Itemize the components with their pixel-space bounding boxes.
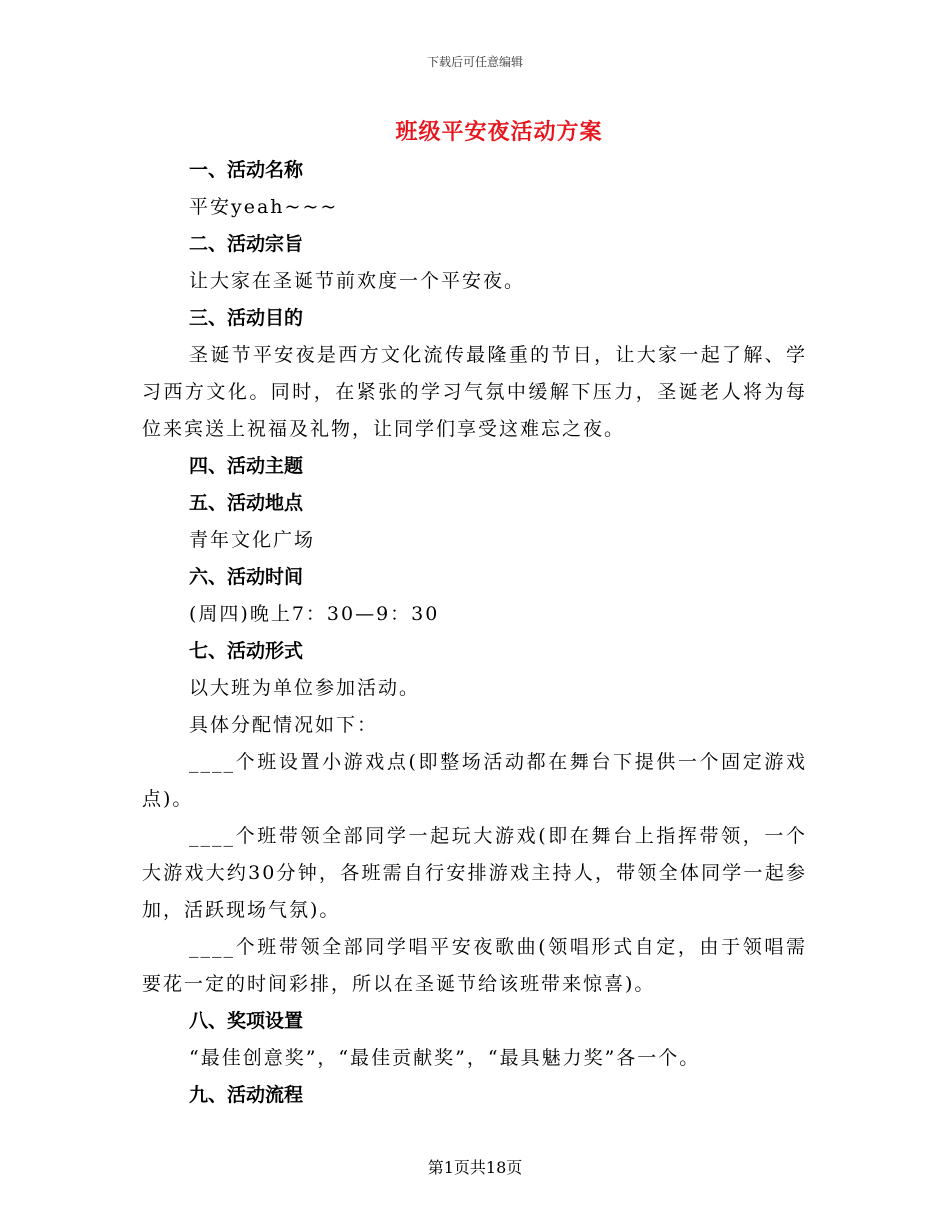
- section-theme: [142, 448, 807, 485]
- paragraph: 平安yeah~~~: [189, 196, 339, 218]
- document-title: 班级平安夜活动方案: [395, 119, 603, 145]
- section-heading: 五、活动地点: [189, 492, 304, 514]
- paragraph: ____个班带领全部同学一起玩大游戏(即在舞台上指挥带领，一个大游戏大约30分钟，各班需自行安排游戏主持人，带领全体同学一起参加，活跃现场气氛)。: [142, 825, 807, 921]
- section-heading: 六、活动时间: [189, 566, 304, 588]
- paragraph: 让大家在圣诞节前欢度一个平安夜。: [189, 270, 526, 292]
- page-number: 第1页共18页: [427, 1158, 523, 1177]
- page-header: 下载后可任意编辑: [426, 55, 523, 69]
- paragraph: 以大班为单位参加活动。: [189, 677, 421, 699]
- paragraph: 圣诞节平安夜是西方文化流传最隆重的节日，让大家一起了解、学习西方文化。同时，在紧张的学习气氛中缓解下压力，圣诞老人将为每位来宾送上祝福及礼物，让同学们享受这难忘之夜。: [142, 344, 807, 440]
- section-awards: [142, 1003, 807, 1077]
- section-location: [142, 485, 807, 559]
- section-heading: 一、活动名称: [189, 159, 304, 181]
- document-body: [142, 152, 807, 1114]
- paragraph: 具体分配情况如下：: [189, 714, 379, 736]
- section-purpose: [142, 226, 807, 300]
- section-heading: 八、奖项设置: [189, 1010, 304, 1032]
- section-heading: 七、活动形式: [189, 640, 304, 662]
- section-format: [142, 633, 807, 1003]
- section-heading: 九、活动流程: [189, 1084, 304, 1106]
- section-activity-name: [142, 152, 807, 226]
- section-goal: [142, 300, 807, 448]
- paragraph: ____个班设置小游戏点(即整场活动都在舞台下提供一个固定游戏点)。: [142, 751, 807, 810]
- paragraph: “最佳创意奖”，“最佳贡献奖”，“最具魅力奖”各一个。: [189, 1047, 701, 1069]
- paragraph: 青年文化广场: [189, 529, 316, 551]
- section-time: [142, 559, 807, 633]
- section-heading: 四、活动主题: [189, 455, 304, 477]
- section-heading: 三、活动目的: [189, 307, 304, 329]
- section-process: [142, 1077, 807, 1114]
- section-heading: 二、活动宗旨: [189, 233, 304, 255]
- paragraph: (周四)晚上7：30—9：30: [189, 603, 440, 625]
- paragraph: ____个班带领全部同学唱平安夜歌曲(领唱形式自定，由于领唱需要花一定的时间彩排，所以在圣诞节给该班带来惊喜)。: [142, 936, 807, 995]
